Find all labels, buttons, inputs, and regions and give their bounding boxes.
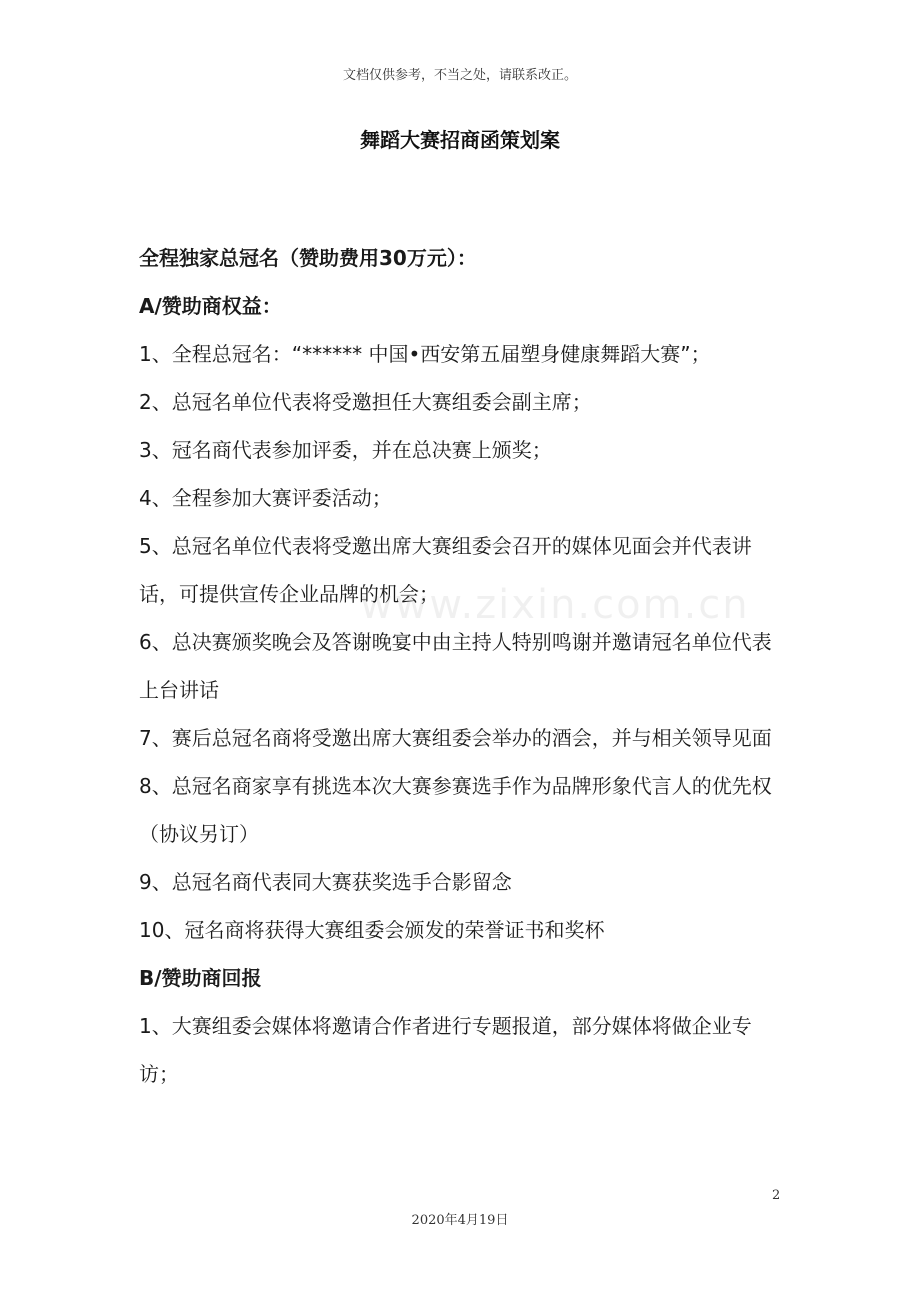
watermark: www.zixin.com.cn: [360, 582, 750, 628]
list-item: 7、赛后总冠名商将受邀出席大赛组委会举办的酒会，并与相关领导见面: [139, 726, 772, 750]
list-item: 3、冠名商代表参加评委，并在总决赛上颁奖；: [139, 438, 552, 462]
list-item: 4、全程参加大赛评委活动；: [139, 486, 392, 510]
document-body: [139, 234, 789, 1098]
list-item: 2、总冠名单位代表将受邀担任大赛组委会副主席；: [139, 390, 592, 414]
section-main-heading: 全程独家总冠名（赞助费用30万元）：: [139, 246, 477, 270]
list-item: 5、总冠名单位代表将受邀出席大赛组委会召开的媒体见面会并代表讲话，可提供宣传企业品牌的机会；: [139, 534, 752, 606]
list-item: 1、大赛组委会媒体将邀请合作者进行专题报道，部分媒体将做企业专访；: [139, 1014, 752, 1086]
list-item: 1、全程总冠名：“****** 中国•西安第五届塑身健康舞蹈大赛”；: [139, 342, 711, 366]
list-item: 6、总决赛颁奖晚会及答谢晚宴中由主持人特别鸣谢并邀请冠名单位代表上台讲话: [139, 630, 772, 702]
list-item: 10、冠名商将获得大赛组委会颁发的荣誉证书和奖杯: [139, 918, 605, 942]
list-item: 8、总冠名商家享有挑选本次大赛参赛选手作为品牌形象代言人的优先权（协议另订）: [139, 774, 772, 846]
section-a-heading: A/赞助商权益：: [139, 294, 282, 318]
document-title: 舞蹈大赛招商函策划案: [360, 128, 560, 152]
section-b-heading: B/赞助商回报: [139, 966, 262, 990]
page-number: 2: [772, 1188, 781, 1203]
list-item: 9、总冠名商代表同大赛获奖选手合影留念: [139, 870, 512, 894]
header-note: 文档仅供参考，不当之处，请联系改正。: [342, 68, 577, 83]
footer-date: 2020年4月19日: [411, 1213, 509, 1228]
